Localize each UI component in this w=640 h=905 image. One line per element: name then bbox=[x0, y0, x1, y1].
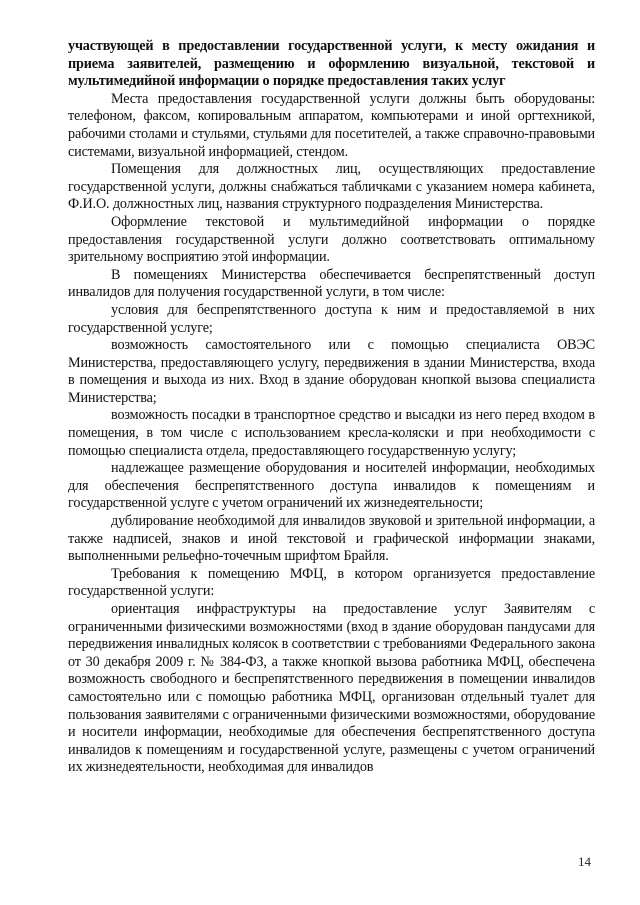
paragraph-access-conditions: условия для беспрепятственного доступа к ним и предоставляемой в них государственной услуге; bbox=[68, 301, 595, 336]
paragraph-office-signs: Помещения для должностных лиц, осуществляющих предоставление государственной услуги, должны снабжаться табличками с указанием номера кабинета, Ф.И.О. должностных лиц, названия структурного подразделения Министерства. bbox=[68, 161, 595, 213]
paragraph-mfc-requirements: Требования к помещению МФЦ, в котором организуется предоставление государственной услуги: bbox=[68, 565, 595, 600]
paragraph-infrastructure-orientation: ориентация инфраструктуры на предоставление услуг Заявителям с ограниченными физическими возможностями (вход в здание оборудован пандусами для передвижения инвалидных колясок в соответствии с требованиями Федерального закона от 30 декабря 2009 г. № 384-ФЗ, а также кнопкой вызова работника МФЦ, обеспечена возможность свободного и беспрепятственного передвижения в помещении инвалидов самостоятельно или с помощью работника МФЦ, организован отдельный туалет для пользования заявителями с ограниченными физическими возможностями, оборудование и носители информации, необходимые для обеспечения беспрепятственного доступа инвалидов к помещениям и государственной услуге, размещены с учетом ограничений их жизнедеятельности, необходимая для инвалидов bbox=[68, 601, 595, 776]
paragraph-workplace-equipment: Места предоставления государственной услуги должны быть оборудованы: телефоном, факсом, копировальным аппаратом, компьютерами и иной оргтехникой, рабочими столами и стульями, стульями для посетителей, а также справочно-правовыми системами, визуальной информацией, стендом. bbox=[68, 90, 595, 160]
paragraph-transport-boarding: возможность посадки в транспортное средство и высадки из него перед входом в помещения, в том числе с использованием кресла-коляски и при необходимости с помощью специалиста отдела, предоставляющего государственную услугу; bbox=[68, 407, 595, 459]
page-number: 14 bbox=[578, 854, 591, 869]
paragraph-disabled-access: В помещениях Министерства обеспечивается беспрепятственный доступ инвалидов для получения государственной услуги, в том числе: bbox=[68, 266, 595, 301]
paragraph-info-design: Оформление текстовой и мультимедийной информации о порядке предоставления государственной услуги должно соответствовать оптимальному зрительному восприятию этой информации. bbox=[68, 213, 595, 266]
document-page bbox=[68, 38, 595, 777]
section-heading: участвующей в предоставлении государственной услуги, к месту ожидания и приема заявителей, размещению и оформлению визуальной, текстовой и мультимедийной информации о порядке предоставления таких услуг bbox=[68, 38, 595, 90]
paragraph-braille-duplication: дублирование необходимой для инвалидов звуковой и зрительной информации, а также надписей, знаков и иной текстовой и графической информации знаками, выполненными рельефно-точечным шрифтом Брайля. bbox=[68, 513, 595, 565]
paragraph-equipment-placement: надлежащее размещение оборудования и носителей информации, необходимых для обеспечения беспрепятственного доступа инвалидов к помещениям и государственной услуге с учетом ограничений их жизнедеятельности; bbox=[68, 460, 595, 512]
paragraph-movement-possibility: возможность самостоятельного или с помощью специалиста ОВЭС Министерства, предоставляющего услугу, передвижения в здании Министерства, входа в помещения и выхода из них. Вход в здание оборудован кнопкой вызова специалиста Министерства; bbox=[68, 337, 595, 406]
